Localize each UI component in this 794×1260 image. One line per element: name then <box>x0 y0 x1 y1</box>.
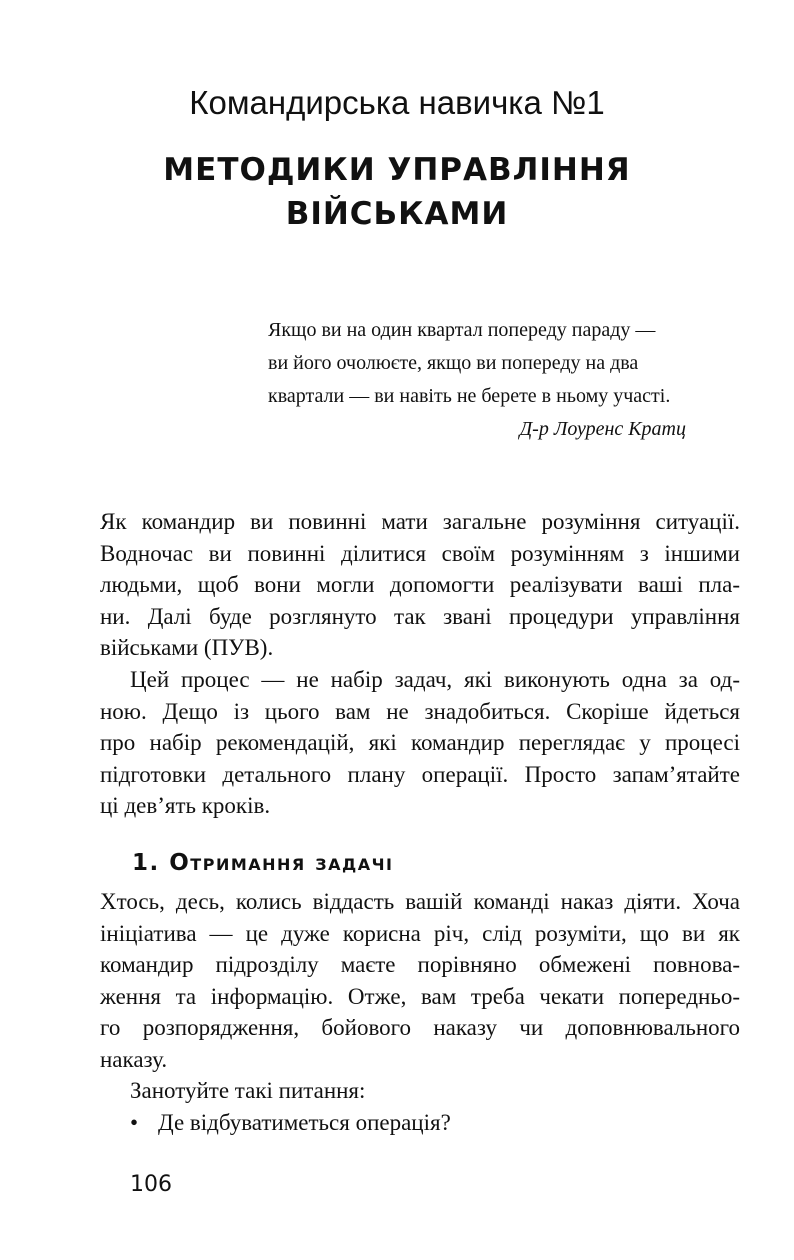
epigraph <box>268 314 708 446</box>
text-line: Хтось, десь, колись віддасть вашій команді наказ діяти. Хоча <box>100 889 740 914</box>
text-line: ження та інформацію. Отже, вам треба чекати попередньо- <box>100 983 740 1009</box>
chapter-title <box>0 148 794 236</box>
paragraph <box>100 886 740 1075</box>
text-line: ці дев’ять кроків. <box>100 793 271 818</box>
text-line: Занотуйте такі питання: <box>130 1078 366 1103</box>
text-line: ініціатива — це дуже корисна річ, слід розуміти, що ви як <box>100 920 740 946</box>
text-line: Цей процес — не набір задач, які виконують одна за од- <box>130 667 740 692</box>
epigraph-author: Д-р Лоуренс Кратц <box>519 418 686 440</box>
bullet-item <box>130 1107 451 1139</box>
text-line: підготовки детального плану операції. Просто запам’ятайте <box>100 761 740 787</box>
paragraph <box>100 1075 740 1107</box>
epigraph-line: квартали — ви навіть не берете в ньому участі. <box>268 385 671 407</box>
text-line: військами (ПУВ). <box>100 635 274 660</box>
epigraph-line: ви його очолюєте, якщо ви попереду на два <box>268 352 639 374</box>
page-number: 106 <box>130 1172 172 1197</box>
text-line: Водночас ви повинні ділитися своїм розумінням з іншими <box>100 540 740 566</box>
text-line: ною. Дещо із цього вам не знадобиться. Скоріше йдеться <box>100 698 740 724</box>
paragraph <box>100 506 740 664</box>
text-line: го розпорядження, бойового наказу чи доповнювального <box>100 1015 740 1040</box>
chapter-title-line: МЕТОДИКИ УПРАВЛІННЯ <box>163 152 631 188</box>
epigraph-line: Якщо ви на один квартал попереду параду — <box>268 319 656 341</box>
text-line: людьми, щоб вони могли допомогти реалізувати ваші пла- <box>100 572 740 597</box>
text-line: про набір рекомендацій, які командир переглядає у процесі <box>100 730 740 755</box>
section-heading-text: 1. Отримання задачі <box>132 850 394 876</box>
bullet-marker: • <box>130 1110 139 1135</box>
text-line: наказу. <box>100 1046 168 1072</box>
bullet-text: Де відбуватиметься операція? <box>158 1110 451 1135</box>
section-heading <box>132 846 394 880</box>
paragraph <box>100 664 740 822</box>
text-line: командир підрозділу маєте порівняно обмежені повнова- <box>100 952 740 977</box>
chapter-title-line: ВІЙСЬКАМИ <box>285 196 509 232</box>
text-line: ни. Далі буде розглянуто так звані процедури управління <box>100 603 740 629</box>
chapter-label: Командирська навичка №1 <box>189 84 605 121</box>
text-line: Як командир ви повинні мати загальне розуміння ситуації. <box>100 509 740 534</box>
